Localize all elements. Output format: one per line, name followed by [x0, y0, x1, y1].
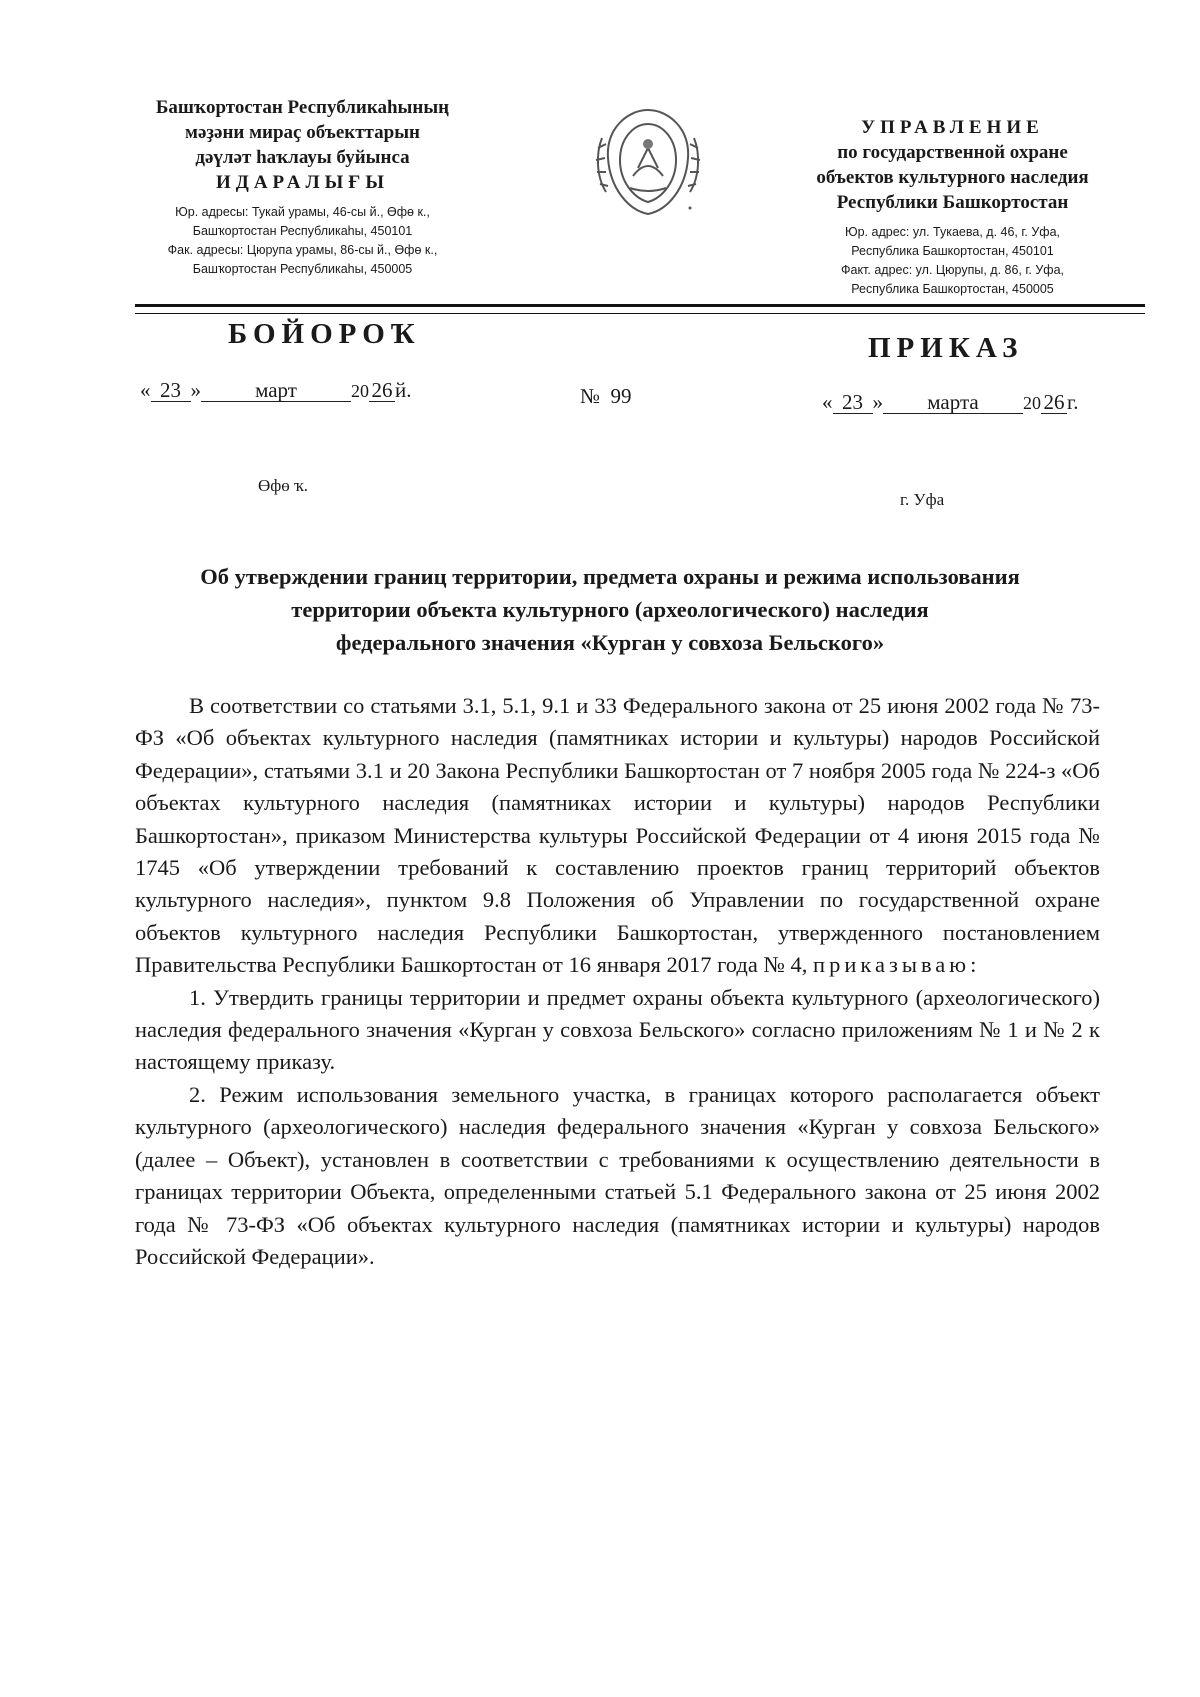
- title-line1: Об утверждении границ территории, предмета охраны и режима использования: [200, 564, 1020, 589]
- date-year-unit: г.: [1067, 390, 1079, 414]
- order-date-russian: [822, 390, 1079, 415]
- date-quote-close: »: [190, 378, 201, 402]
- org-name-russian-4: Республики Башкортостан: [836, 192, 1069, 213]
- org-name-bashkir-2: мәҙәни мираҫ объекттарын: [185, 122, 420, 143]
- order-label-bashkir: БОЙОРОҠ: [228, 318, 421, 350]
- date-year-prefix: 20: [351, 381, 369, 401]
- org-name-bashkir-3: дәүләт һаҡлауы буйынса: [195, 147, 410, 168]
- body-paragraph-3: 2. Режим использования земельного участка, в границах которого располагается объект культурного (археологического) наследия федерального значения «Курган у совхоза Бельского» (далее – Объект), установлен в соответствии с требованиями к осуществлению деятельности в границах территории Объекта, определенными статьей 5.1 Федерального закона от 25 июня 2002 года № 73-ФЗ «Об объектах культурного наследия (памятниках истории и культуры) народов Российской Федерации».: [135, 1081, 1100, 1269]
- org-name-russian-2: по государственной охране: [837, 142, 1068, 163]
- header-divider-thin: [135, 313, 1145, 314]
- date-month: марта: [883, 391, 1023, 414]
- order-word: приказываю:: [813, 952, 981, 978]
- coat-of-arms-emblem-icon: [578, 98, 718, 228]
- address-russian-line2: Республика Башкортостан, 450101: [851, 244, 1054, 258]
- address-bashkir: [100, 203, 505, 279]
- title-line3: федерального значения «Курган у совхоза Бельского»: [335, 630, 885, 655]
- address-russian-line4: Республика Башкортостан, 450005: [851, 282, 1054, 296]
- order-number-value: 99: [610, 384, 632, 408]
- date-day: 23: [833, 391, 873, 414]
- header-right: [760, 115, 1145, 299]
- date-month: март: [201, 379, 351, 402]
- date-year-suffix: 26: [369, 379, 395, 402]
- body-paragraph-1: [135, 690, 1100, 982]
- document-body: [135, 690, 1100, 1273]
- header-left: [100, 95, 505, 279]
- org-name-bashkir-1: Башҡортостан Республикаһының: [155, 97, 450, 118]
- body-paragraph-2: 1. Утвердить границы территории и предмет охраны объекта культурного (археологического) наследия федерального значения «Курган у совхоза Бельского» согласно приложениям № 1 и № 2 к настоящему приказу.: [135, 984, 1100, 1075]
- date-day: 23: [151, 379, 191, 402]
- address-russian: [760, 223, 1145, 299]
- address-russian-line3: Факт. адрес: ул. Цюрупы, д. 86, г. Уфа,: [840, 263, 1064, 277]
- org-name-russian-1: УПРАВЛЕНИЕ: [861, 117, 1044, 138]
- date-year-prefix: 20: [1023, 393, 1041, 413]
- address-bashkir-line1: Юр. адресы: Тукай урамы, 46-сы й., Өфө к.,: [175, 205, 430, 219]
- address-russian-line1: Юр. адрес: ул. Тукаева, д. 46, г. Уфа,: [844, 225, 1061, 239]
- order-date-bashkir: [140, 378, 412, 403]
- header-divider-thick: [135, 304, 1145, 307]
- date-quote-close: »: [872, 390, 883, 414]
- address-bashkir-line3: Фак. адресы: Цюрупа урамы, 86-сы й., Өфө к.,: [167, 243, 438, 257]
- org-name-bashkir-4: ИДАРАЛЫҒЫ: [215, 172, 390, 193]
- title-line2: территории объекта культурного (археологического) наследия: [291, 597, 929, 622]
- org-name-russian-3: объектов культурного наследия: [816, 167, 1089, 188]
- date-year-suffix: 26: [1041, 391, 1067, 414]
- city-bashkir: Өфө ҡ.: [258, 476, 309, 495]
- document-title: [110, 560, 1110, 659]
- address-bashkir-line2: Башҡортостан Республикаһы, 450101: [192, 224, 413, 238]
- date-year-unit: й.: [395, 378, 412, 402]
- order-label-russian: ПРИКАЗ: [868, 332, 1024, 364]
- order-number: [580, 384, 632, 409]
- date-quote-open: «: [140, 378, 151, 402]
- address-bashkir-line4: Башҡортостан Республикаһы, 450005: [192, 262, 413, 276]
- paragraph-1-text: В соответствии со статьями 3.1, 5.1, 9.1 и 33 Федерального закона от 25 июня 2002 года № 73-ФЗ «Об объектах культурного наследия (памятниках истории и культуры) народов Российской Федерации», статьями 3.1 и 20 Закона Республики Башкортостан от 7 ноября 2005 года № 224-з «Об объектах культурного наследия (памятниках истории и культуры) народов Республики Башкортостан», приказом Министерства культуры Российской Федерации от 4 июня 2015 года № 1745 «Об утверждении требований к составлению проектов границ территорий объектов культурного наследия», пунктом 9.8 Положения об Управлении по государственной охране объектов культурного наследия Республики Башкортостан, утвержденного постановлением Правительства Республики Башкортостан от 16 января 2017 года № 4,: [135, 693, 1100, 978]
- city-russian: г. Уфа: [900, 490, 945, 509]
- order-number-sign: №: [580, 384, 601, 408]
- date-quote-open: «: [822, 390, 833, 414]
